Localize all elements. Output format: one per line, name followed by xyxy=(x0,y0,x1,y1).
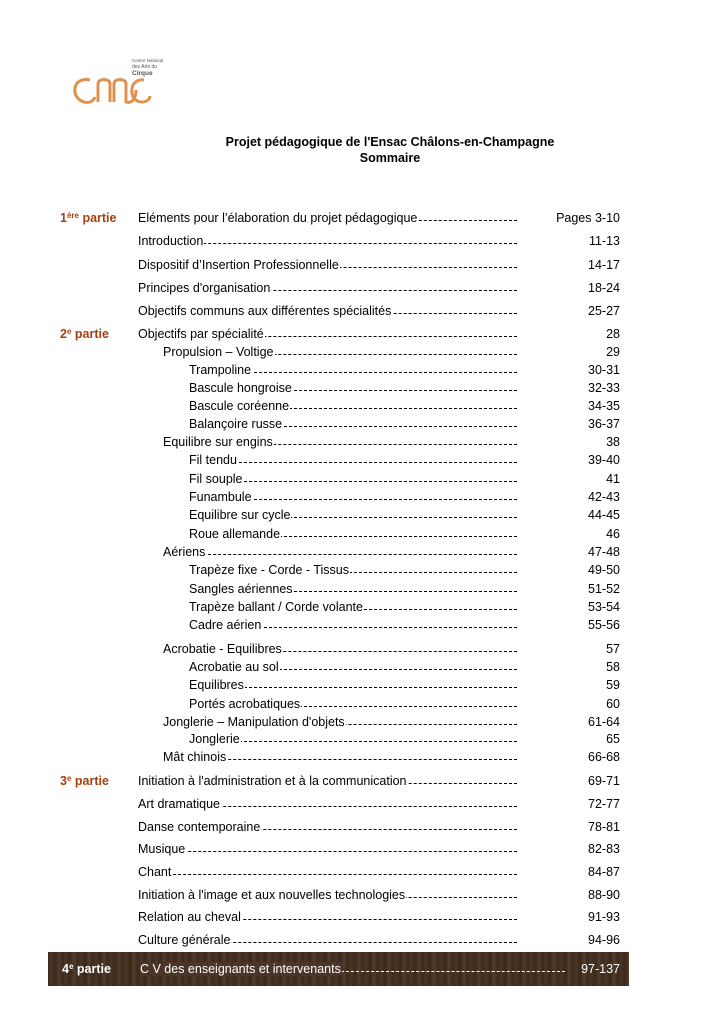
toc-row[interactable] xyxy=(0,772,724,790)
toc-entry-label: Danse contemporaine xyxy=(138,818,517,836)
toc-entry-pages: 78-81 xyxy=(588,820,620,834)
toc-row[interactable] xyxy=(0,397,724,415)
toc-entry-label: Fil souple xyxy=(189,470,517,488)
toc-row[interactable] xyxy=(0,676,724,694)
toc-entry-pages: 14-17 xyxy=(588,258,620,272)
toc-entry-pages: 61-64 xyxy=(588,715,620,729)
toc-entry-label: C V des enseignants et intervenants xyxy=(140,960,565,978)
toc-entry-label: Acrobatie - Equilibres xyxy=(163,640,517,658)
toc-entry-label: Bascule hongroise xyxy=(189,379,517,397)
toc-entry-pages: 65 xyxy=(606,732,620,746)
footer-band xyxy=(48,952,629,986)
document-title: Projet pédagogique de l'Ensac Châlons-en-Champagne xyxy=(225,135,555,149)
logo-line2: des Arts du xyxy=(132,64,158,70)
toc-entry-pages: 82-83 xyxy=(588,842,620,856)
toc-entry-pages: 46 xyxy=(606,527,620,541)
toc-entry-pages: 36-37 xyxy=(588,417,620,431)
toc-entry-pages: 39-40 xyxy=(588,453,620,467)
toc-entry-label: Trapèze fixe - Corde - Tissus xyxy=(189,561,517,579)
toc-entry-label: Introduction xyxy=(138,232,517,250)
toc-entry-pages: 38 xyxy=(606,435,620,449)
toc-entry-label: Jonglerie – Manipulation d'objets xyxy=(163,713,517,731)
toc-entry-pages: 72-77 xyxy=(588,797,620,811)
toc-entry-label: Equilibre sur engins xyxy=(163,433,517,451)
toc-row[interactable] xyxy=(0,470,724,488)
toc-row[interactable] xyxy=(0,379,724,397)
toc-entry-pages: 30-31 xyxy=(588,363,620,377)
toc-entry-pages: 11-13 xyxy=(588,234,620,248)
toc-entry-label: Equilibre sur cycle xyxy=(189,506,517,524)
toc-entry-pages: 69-71 xyxy=(588,774,620,788)
toc-entry-label: Initiation à l'administration et à la communication xyxy=(138,772,517,790)
toc-row[interactable] xyxy=(0,616,724,634)
toc-row[interactable] xyxy=(0,695,724,713)
toc-entry-pages: 57 xyxy=(606,642,620,656)
toc-row[interactable] xyxy=(0,598,724,616)
toc-entry-pages: 18-24 xyxy=(588,281,620,295)
toc-row[interactable] xyxy=(0,325,724,343)
toc-row[interactable] xyxy=(0,795,724,813)
toc-entry-label: Culture générale xyxy=(138,931,517,949)
toc-entry-label: Cadre aérien xyxy=(189,616,517,634)
toc-entry-pages: 84-87 xyxy=(588,865,620,879)
toc-entry-label: Balançoire russe xyxy=(189,415,517,433)
part-label: 3e partie xyxy=(60,774,109,788)
toc-row[interactable] xyxy=(0,209,724,227)
toc-entry-pages: 32-33 xyxy=(588,381,620,395)
toc-entry-label: Fil tendu xyxy=(189,451,517,469)
document-subtitle: Sommaire xyxy=(359,151,421,165)
toc-entry-pages: 51-52 xyxy=(588,582,620,596)
toc-row[interactable] xyxy=(0,840,724,858)
toc-row[interactable] xyxy=(0,543,724,561)
toc-entry-label: Trampoline xyxy=(189,361,517,379)
toc-row[interactable] xyxy=(0,433,724,451)
toc-entry-label: Dispositif d’Insertion Professionnelle xyxy=(138,256,517,274)
toc-entry-label: Funambule xyxy=(189,488,517,506)
toc-entry-pages: 97-137 xyxy=(581,962,620,976)
toc-row[interactable] xyxy=(0,908,724,926)
toc-row[interactable] xyxy=(0,561,724,579)
toc-entry-label: Initiation à l'image et aux nouvelles technologies xyxy=(138,886,517,904)
toc-row[interactable] xyxy=(0,730,724,748)
toc-row[interactable] xyxy=(0,748,724,766)
toc-row[interactable] xyxy=(0,488,724,506)
toc-entry-label: Sangles aériennes xyxy=(189,580,517,598)
toc-row[interactable] xyxy=(0,415,724,433)
toc-row[interactable] xyxy=(0,302,724,320)
toc-row[interactable] xyxy=(0,580,724,598)
toc-entry-pages: Pages 3-10 xyxy=(556,211,620,225)
cnac-logo xyxy=(62,50,170,118)
toc-entry-label: Objectifs par spécialité xyxy=(138,325,517,343)
toc-entry-pages: 94-96 xyxy=(588,933,620,947)
toc-entry-label: Acrobatie au sol xyxy=(189,658,517,676)
toc-row[interactable] xyxy=(0,886,724,904)
toc-row[interactable] xyxy=(0,863,724,881)
toc-entry-label: Principes d'organisation xyxy=(138,279,517,297)
toc-entry-label: Mât chinois xyxy=(163,748,517,766)
toc-entry-label: Eléments pour l’élaboration du projet pédagogique xyxy=(138,209,517,227)
toc-row[interactable] xyxy=(0,713,724,731)
toc-entry-pages: 28 xyxy=(606,327,620,341)
toc-entry-label: Chant xyxy=(138,863,517,881)
toc-row[interactable] xyxy=(0,525,724,543)
toc-row[interactable] xyxy=(0,279,724,297)
toc-row[interactable] xyxy=(0,640,724,658)
toc-entry-pages: 66-68 xyxy=(588,750,620,764)
toc-entry-pages: 88-90 xyxy=(588,888,620,902)
logo-line3: Cirque xyxy=(132,70,153,77)
toc-entry-label: Jonglerie xyxy=(189,730,517,748)
toc-entry-label: Objectifs communs aux différentes spécialités xyxy=(138,302,517,320)
toc-entry-pages: 42-43 xyxy=(588,490,620,504)
toc-entry-label: Trapèze ballant / Corde volante xyxy=(189,598,517,616)
toc-entry-pages: 29 xyxy=(606,345,620,359)
toc-row[interactable] xyxy=(0,658,724,676)
toc-row[interactable] xyxy=(0,256,724,274)
toc-entry-pages: 53-54 xyxy=(588,600,620,614)
toc-row-part4[interactable] xyxy=(0,960,724,978)
toc-entry-pages: 41 xyxy=(606,472,620,486)
toc-entry-label: Relation au cheval xyxy=(138,908,517,926)
toc-row[interactable] xyxy=(0,818,724,836)
toc-entry-label: Roue allemande xyxy=(189,525,517,543)
cnac-logo-mark xyxy=(62,50,170,118)
toc-entry-pages: 58 xyxy=(606,660,620,674)
toc-entry-pages: 60 xyxy=(606,697,620,711)
toc-entry-label: Aériens xyxy=(163,543,517,561)
toc-entry-label: Bascule coréenne xyxy=(189,397,517,415)
toc-entry-label: Propulsion – Voltige xyxy=(163,343,517,361)
toc-entry-label: Equilibres xyxy=(189,676,517,694)
toc-row[interactable] xyxy=(0,343,724,361)
toc-entry-label: Musique xyxy=(138,840,517,858)
toc-entry-pages: 47-48 xyxy=(588,545,620,559)
part-label: 2e partie xyxy=(60,327,109,341)
toc-entry-pages: 49-50 xyxy=(588,563,620,577)
logo-line1: Centre National xyxy=(132,58,164,63)
toc-row[interactable] xyxy=(0,232,724,250)
toc-row[interactable] xyxy=(0,506,724,524)
toc-entry-pages: 25-27 xyxy=(588,304,620,318)
toc-row[interactable] xyxy=(0,931,724,949)
toc-entry-pages: 34-35 xyxy=(588,399,620,413)
toc-entry-label: Portés acrobatiques xyxy=(189,695,517,713)
toc-entry-pages: 44-45 xyxy=(588,508,620,522)
toc-entry-pages: 91-93 xyxy=(588,910,620,924)
toc-entry-pages: 55-56 xyxy=(588,618,620,632)
toc-row[interactable] xyxy=(0,451,724,469)
toc-row[interactable] xyxy=(0,361,724,379)
toc-entry-label: Art dramatique xyxy=(138,795,517,813)
part-label: 4e partie xyxy=(62,962,111,976)
toc-entry-pages: 59 xyxy=(606,678,620,692)
part-label: 1ère partie xyxy=(60,211,117,225)
